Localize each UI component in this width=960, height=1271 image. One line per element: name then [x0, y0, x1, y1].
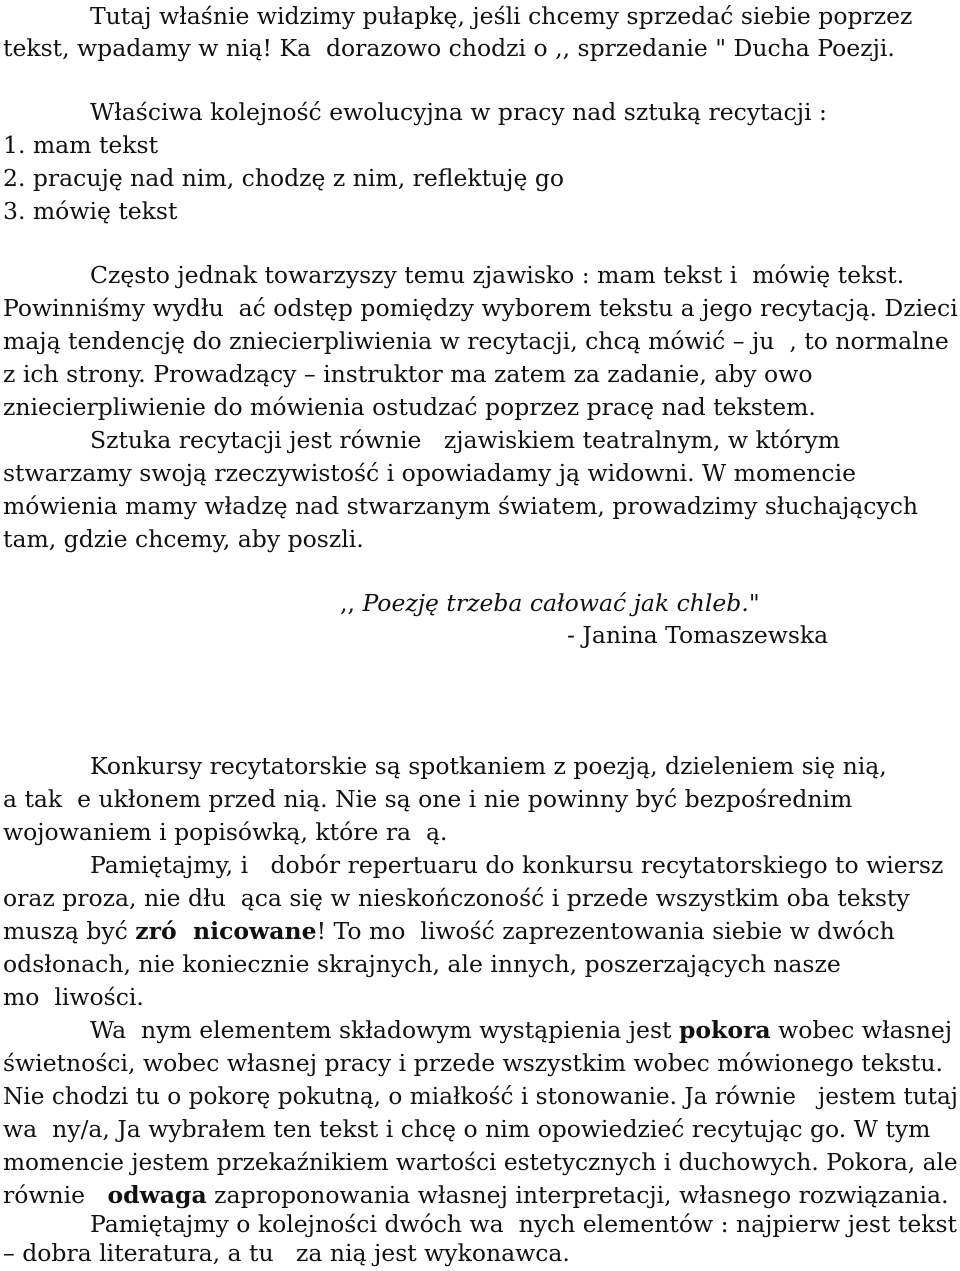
bold-term: pokora — [678, 1016, 771, 1044]
quote-line — [340, 587, 760, 620]
list-item: 2. pracuję nad nim, chodzę z nim, reflektuję go — [3, 164, 565, 192]
quote-open-mark: ,, — [340, 589, 355, 617]
bold-term: zró nicowane — [135, 917, 317, 945]
text-line: Często jednak towarzyszy temu zjawisko : mam tekst i mówię tekst. — [90, 261, 905, 289]
text-line — [3, 1179, 949, 1212]
text-span: wobec własnej — [770, 1016, 953, 1044]
text-line: Tutaj właśnie widzimy pułapkę, jeśli chcemy sprzedać siebie poprzez — [90, 2, 913, 30]
text-line — [3, 915, 895, 948]
text-line: odsłonach, nie koniecznie skrajnych, ale innych, poszerzających nasze — [3, 950, 841, 978]
text-span: równie — [3, 1181, 108, 1209]
text-span: muszą być — [3, 917, 136, 945]
text-line: wojowaniem i popisówką, które ra ą. — [3, 818, 448, 846]
text-line: tam, gdzie chcemy, aby poszli. — [3, 525, 364, 553]
text-line: a tak e ukłonem przed nią. Nie są one i nie powinny być bezpośrednim — [3, 785, 853, 813]
text-line: stwarzamy swoją rzeczywistość i opowiadamy ją widowni. W momencie — [3, 459, 856, 487]
quote-author: - Janina Tomaszewska — [567, 621, 829, 649]
text-line: Właściwa kolejność ewolucyjna w pracy nad sztuką recytacji : — [90, 98, 827, 126]
text-line: Pamiętajmy, i dobór repertuaru do konkursu recytatorskiego to wiersz — [90, 851, 944, 879]
text-line: z ich strony. Prowadzący – instruktor ma zatem za zadanie, aby owo — [3, 360, 813, 388]
text-line: świetności, wobec własnej pracy i przede wszystkim wobec mówionego tekstu. — [3, 1049, 943, 1077]
text-line: mają tendencję do zniecierpliwienia w recytacji, chcą mówić – ju , to normalne — [3, 327, 949, 355]
text-line: momencie jestem przekaźnikiem wartości estetycznych i duchowych. Pokora, ale — [3, 1148, 958, 1176]
text-line: zniecierpliwienie do mówienia ostudzać poprzez pracę nad tekstem. — [3, 393, 816, 421]
text-line: oraz proza, nie dłu ąca się w nieskończoność i przede wszystkim oba teksty — [3, 884, 910, 912]
text-line: wa ny/a, Ja wybrałem ten tekst i chcę o nim opowiedzieć recytując go. W tym — [3, 1115, 931, 1143]
list-item: 1. mam tekst — [3, 131, 159, 159]
text-line — [90, 1014, 952, 1047]
text-line: – dobra literatura, a tu za nią jest wykonawca. — [3, 1239, 570, 1267]
text-line: Konkursy recytatorskie są spotkaniem z poezją, dzieleniem się nią, — [90, 752, 887, 780]
text-line: mo liwości. — [3, 983, 144, 1011]
list-item: 3. mówię tekst — [3, 197, 178, 225]
quote-close-mark: " — [748, 589, 760, 617]
text-line: mówienia mamy władzę nad stwarzanym światem, prowadzimy słuchających — [3, 492, 918, 520]
bold-term: odwaga — [107, 1181, 207, 1209]
text-line: tekst, wpadamy w nią! Ka dorazowo chodzi o ,, sprzedanie " Ducha Poezji. — [3, 34, 895, 62]
text-line: Powinniśmy wydłu ać odstęp pomiędzy wyborem tekstu a jego recytacją. Dzieci — [3, 294, 958, 322]
quote-text: Poezję trzeba całować jak chleb. — [362, 589, 749, 617]
text-span: Wa nym elementem składowym wystąpienia jest — [90, 1016, 679, 1044]
text-line: Pamiętajmy o kolejności dwóch wa nych elementów : najpierw jest tekst — [90, 1210, 957, 1238]
text-span: ! To mo liwość zaprezentowania siebie w dwóch — [316, 917, 895, 945]
text-line: Nie chodzi tu o pokorę pokutną, o miałkość i stonowanie. Ja równie jestem tutaj — [3, 1082, 958, 1110]
text-line: Sztuka recytacji jest równie zjawiskiem teatralnym, w którym — [90, 426, 841, 454]
text-span: zaproponowania własnej interpretacji, własnego rozwiązania. — [206, 1181, 949, 1209]
